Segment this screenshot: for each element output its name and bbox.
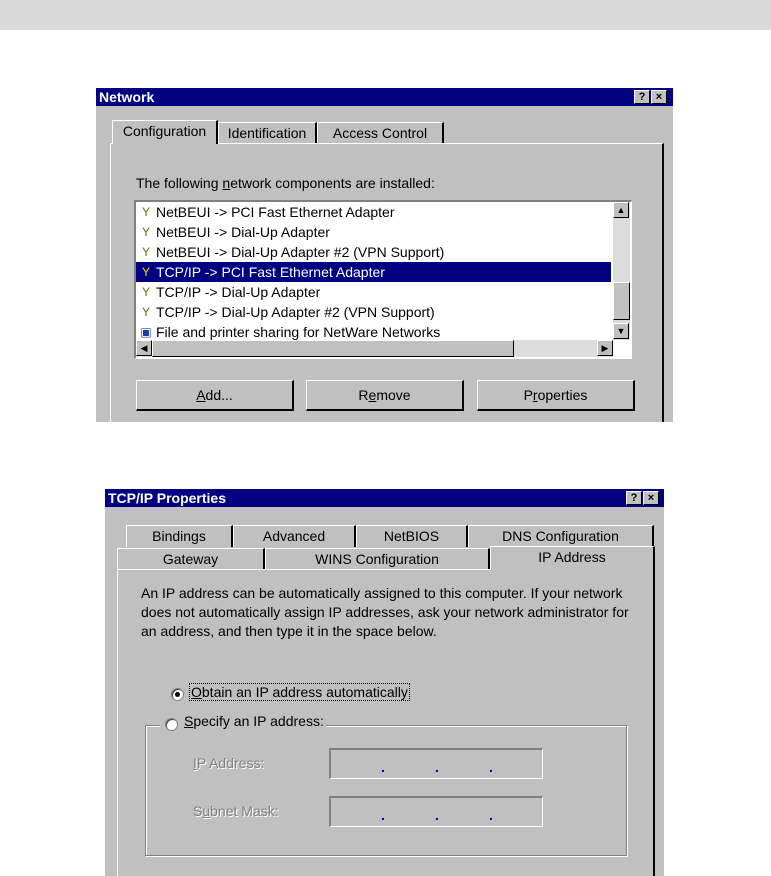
list-item[interactable] (136, 202, 611, 222)
tab-gateway-label: Gateway (162, 551, 219, 567)
list-item-label: File and printer sharing for NetWare Networks (156, 324, 441, 340)
tab-access-control[interactable] (317, 122, 444, 144)
specify-ip-label[interactable]: Specify an IP address: (184, 713, 324, 729)
list-item[interactable] (136, 302, 611, 322)
tab-configuration-label: Configuration (122, 123, 207, 139)
scroll-down-arrow-icon[interactable]: ▼ (613, 323, 629, 339)
subnet-mask-field[interactable]: . . . (329, 796, 543, 827)
help-button[interactable]: ? (626, 491, 642, 505)
ip-address-field[interactable]: . . . (329, 748, 543, 779)
tab-gateway[interactable] (117, 548, 265, 570)
radio-selected-dot (175, 692, 180, 697)
list-item-label: TCP/IP -> Dial-Up Adapter (156, 284, 321, 300)
tab-ip-address[interactable] (490, 546, 655, 570)
protocol-icon: Y (141, 225, 150, 239)
list-item[interactable] (136, 262, 611, 282)
list-item-label: NetBEUI -> Dial-Up Adapter (156, 224, 330, 240)
tab-netbios[interactable] (356, 525, 468, 547)
description-text: An IP address can be automatically assigned to this computer. If your network does not automatically assign IP addresses, ask your network administrator for an address, and then type it in the space below. (141, 585, 629, 639)
scroll-right-arrow-icon[interactable]: ▶ (597, 340, 613, 356)
tab-advanced[interactable] (233, 525, 356, 547)
components-label: The following network components are installed: (136, 175, 435, 191)
tab-identification-label: Identification (227, 125, 307, 141)
close-button[interactable]: × (651, 90, 667, 104)
list-item-label: NetBEUI -> PCI Fast Ethernet Adapter (156, 204, 395, 220)
protocol-icon: Y (141, 265, 150, 279)
tab-advanced-label: Advanced (262, 528, 326, 544)
tab-ip-address-label: IP Address (538, 549, 606, 565)
obtain-automatically-label[interactable]: Obtain an IP address automatically (191, 684, 408, 700)
list-item[interactable] (136, 242, 611, 262)
list-item[interactable] (136, 222, 611, 242)
specify-ip-group (145, 725, 627, 856)
protocol-icon: Y (141, 305, 150, 319)
scroll-up-arrow-icon[interactable]: ▲ (613, 202, 629, 218)
close-button[interactable]: × (643, 491, 659, 505)
tcpip-title: TCP/IP Properties (108, 490, 227, 506)
protocol-icon: Y (141, 245, 150, 259)
horizontal-scroll-thumb[interactable] (152, 340, 514, 357)
add-button[interactable]: Add... (136, 380, 294, 411)
tab-dns-configuration[interactable] (468, 525, 654, 547)
tcpip-title-bar[interactable] (105, 489, 664, 507)
configuration-panel (110, 143, 664, 422)
components-list[interactable] (134, 200, 632, 359)
remove-button[interactable]: Remove (306, 380, 464, 411)
tab-configuration[interactable] (112, 120, 218, 144)
obtain-automatically-radio[interactable] (171, 688, 184, 701)
scroll-left-arrow-icon[interactable]: ◀ (136, 340, 152, 356)
list-item-label: TCP/IP -> Dial-Up Adapter #2 (VPN Support) (156, 304, 435, 320)
tab-access-control-label: Access Control (332, 125, 428, 141)
properties-button[interactable]: Properties (477, 380, 635, 411)
tcpip-properties-window (105, 489, 664, 876)
protocol-icon: Y (141, 205, 150, 219)
protocol-icon: Y (141, 285, 150, 299)
tab-bindings-label: Bindings (152, 528, 206, 544)
top-band (0, 0, 771, 30)
specify-ip-radio[interactable] (165, 718, 178, 731)
tab-dns-configuration-label: DNS Configuration (502, 528, 619, 544)
tab-wins-configuration[interactable] (265, 548, 490, 570)
tab-bindings[interactable] (126, 525, 233, 547)
help-button[interactable]: ? (634, 90, 650, 104)
list-item[interactable] (136, 322, 611, 342)
subnet-mask-label: Subnet Mask: (193, 803, 279, 819)
ip-address-panel (117, 569, 655, 876)
network-title: Network (99, 89, 155, 105)
list-item[interactable] (136, 282, 611, 302)
list-item-label: NetBEUI -> Dial-Up Adapter #2 (VPN Support) (156, 244, 445, 260)
tab-netbios-label: NetBIOS (383, 528, 440, 544)
vertical-scroll-thumb[interactable] (613, 282, 630, 320)
file-sharing-icon: ▣ (140, 325, 152, 339)
tab-wins-configuration-label: WINS Configuration (315, 551, 439, 567)
network-window (96, 88, 673, 422)
list-item-label: TCP/IP -> PCI Fast Ethernet Adapter (156, 264, 385, 280)
network-title-bar[interactable] (96, 88, 673, 106)
tab-identification[interactable] (218, 122, 317, 144)
ip-address-label: IP Address: (193, 755, 265, 771)
